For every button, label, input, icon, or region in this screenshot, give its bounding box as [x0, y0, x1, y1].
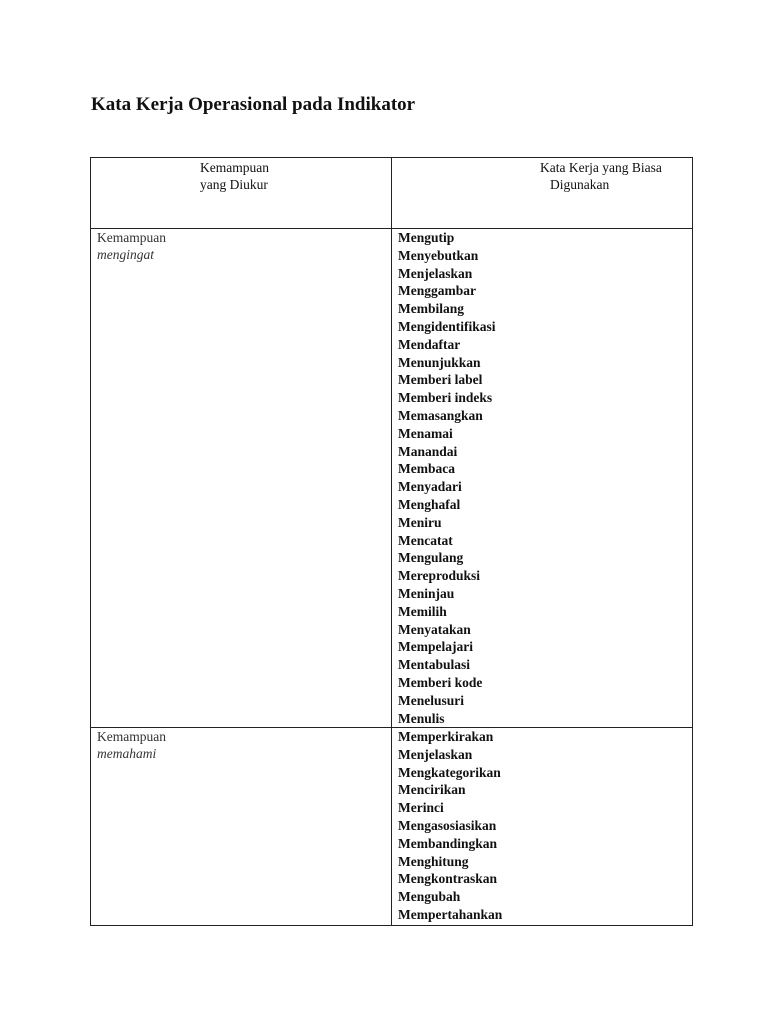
- verb-item: Menyebutkan: [398, 247, 479, 263]
- verb-item: Mendaftar: [398, 336, 461, 352]
- verb-item: Memberi label: [398, 372, 483, 388]
- verb-item: Menunjukkan: [398, 354, 481, 370]
- verb-list-understanding: [398, 728, 502, 924]
- verb-item: Mempelajari: [398, 639, 473, 655]
- header-divider: [91, 228, 692, 229]
- verb-item: Mengasosiasikan: [398, 817, 497, 833]
- verb-item: Membilang: [398, 301, 464, 317]
- category-descriptor: mengingat: [97, 247, 154, 262]
- verb-item: Memberi kode: [398, 674, 483, 690]
- verb-item: Menyatakan: [398, 621, 471, 637]
- verb-item: Membaca: [398, 461, 455, 477]
- header-left-line-2: yang Diukur: [200, 177, 268, 192]
- category-remembering: [97, 229, 166, 263]
- category-descriptor: memahami: [97, 746, 157, 761]
- verb-item: Menelusuri: [398, 692, 464, 708]
- verb-item: Memberi indeks: [398, 390, 493, 406]
- verb-table: [90, 157, 693, 926]
- verb-item: Memperkirakan: [398, 729, 494, 744]
- verb-item: Merinci: [398, 800, 444, 816]
- verb-item: Mengkategorikan: [398, 764, 501, 780]
- verb-item: Mencatat: [398, 532, 453, 548]
- verb-item: Mengulang: [398, 550, 464, 566]
- header-verbs-used: [391, 159, 693, 193]
- verb-item: Memasangkan: [398, 407, 483, 423]
- verb-item: Meniru: [398, 514, 442, 530]
- verb-item: Menjelaskan: [398, 265, 473, 281]
- category-understanding: [97, 728, 166, 762]
- verb-item: Mempertahankan: [398, 906, 503, 922]
- verb-item: Menulis: [398, 710, 445, 726]
- verb-item: Mereproduksi: [398, 568, 481, 584]
- verb-item: Membandingkan: [398, 835, 498, 851]
- header-right-line-1: Kata Kerja yang Biasa: [540, 160, 662, 175]
- verb-item: Menggambar: [398, 283, 476, 299]
- verb-item: Mentabulasi: [398, 657, 471, 673]
- header-right-line-2: Digunakan: [550, 177, 610, 192]
- category-label: Kemampuan: [97, 729, 166, 744]
- category-label: Kemampuan: [97, 230, 166, 245]
- verb-item: Menghafal: [398, 496, 461, 512]
- column-divider: [391, 158, 392, 925]
- verb-item: Memilih: [398, 603, 447, 619]
- verb-item: Menghitung: [398, 853, 469, 869]
- verb-item: Mengkontraskan: [398, 871, 498, 887]
- verb-item: Meninjau: [398, 585, 455, 601]
- verb-item: Menamai: [398, 425, 453, 441]
- verb-item: Mencirikan: [398, 782, 466, 798]
- row-divider: [91, 727, 692, 728]
- verb-item: Mengutip: [398, 230, 455, 245]
- verb-list-remembering: [398, 229, 496, 727]
- header-ability-measured: [91, 159, 391, 193]
- verb-item: Menjelaskan: [398, 746, 473, 762]
- verb-item: Menyadari: [398, 479, 462, 495]
- verb-item: Mengubah: [398, 889, 461, 905]
- header-left-line-1: Kemampuan: [200, 160, 269, 175]
- document-title: Kata Kerja Operasional pada Indikator: [91, 94, 416, 115]
- verb-item: Mengidentifikasi: [398, 318, 496, 334]
- verb-item: Manandai: [398, 443, 458, 459]
